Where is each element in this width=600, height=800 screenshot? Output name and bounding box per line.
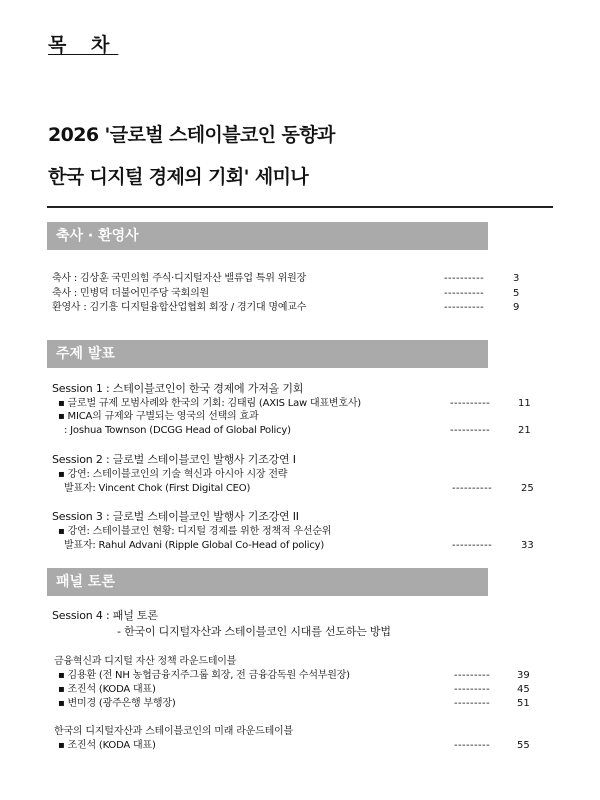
title-line-1: 2026 '글로벌 스테이블코인 동향과 xyxy=(48,124,335,146)
toc-page-number: 11 xyxy=(518,398,531,409)
toc-leader: --------- xyxy=(454,698,491,709)
toc-leader: --------- xyxy=(454,684,491,695)
toc-page-number: 55 xyxy=(517,740,530,751)
toc-page-number: 21 xyxy=(518,425,531,436)
toc-entry-text: ▪ 김용환 (전 NH 농협금융지주그룹 회장, 전 금융감독원 수석부원장) xyxy=(58,670,350,681)
toc-leader: ---------- xyxy=(444,273,485,284)
toc-entry-text: ▪ 조진석 (KODA 대표) xyxy=(58,684,156,695)
section-header-panel: 패널 토론 xyxy=(47,568,488,596)
roundtable-2-title: 한국의 디지털자산과 스테이블코인의 미래 라운드테이블 xyxy=(54,726,293,737)
session-3-lecture: ▪ 강연: 스테이블코인 현황: 디지털 경제를 위한 정책적 우선순위 xyxy=(58,526,332,537)
toc-entry-text: 축사 : 민병덕 더불어민주당 국회의원 xyxy=(52,288,209,299)
toc-page-number: 45 xyxy=(517,684,530,695)
session-4-subtitle: - 한국이 디지털자산과 스테이블코인 시대를 선도하는 방법 xyxy=(117,625,391,638)
title-rule xyxy=(47,206,553,208)
session-1-item-2: ▪ MICA의 규제와 구별되는 영국의 선택의 효과 xyxy=(58,411,259,422)
section-header-presentations: 주제 발표 xyxy=(47,340,488,368)
toc-leader: ---------- xyxy=(444,302,485,313)
toc-leader: ---------- xyxy=(452,483,493,494)
session-1-item-2-speaker: : Joshua Townson (DCGG Head of Global Policy) xyxy=(64,425,291,436)
session-4-title: Session 4 : 패널 토론 xyxy=(52,609,158,622)
session-3-speaker: 발표자: Rahul Advani (Ripple Global Co-Head of policy) xyxy=(64,540,325,551)
toc-page-number: 3 xyxy=(513,273,520,284)
toc-entry-text: ▪ 변미경 (광주은행 부행장) xyxy=(58,698,176,709)
toc-page-number: 39 xyxy=(517,670,530,681)
session-3-title: Session 3 : 글로벌 스테이블코인 발행사 기조강연 II xyxy=(52,510,299,523)
toc-page-number: 5 xyxy=(513,288,520,299)
toc-page-number: 51 xyxy=(517,698,530,709)
title-line-2: 한국 디지털 경제의 기회' 세미나 xyxy=(48,166,309,188)
toc-heading: 목 차 xyxy=(48,34,119,56)
toc-leader: ---------- xyxy=(444,288,485,299)
section-header-greetings: 축사 · 환영사 xyxy=(47,222,488,250)
toc-leader: ---------- xyxy=(450,398,491,409)
toc-leader: ---------- xyxy=(450,425,491,436)
session-2-lecture: ▪ 강연: 스테이블코인의 기술 혁신과 아시아 시장 전략 xyxy=(58,469,288,480)
session-2-title: Session 2 : 글로벌 스테이블코인 발행사 기조강연 I xyxy=(52,453,296,466)
toc-leader: --------- xyxy=(454,740,491,751)
session-1-item-1: ▪ 글로벌 규제 모범사례와 한국의 기회: 김태림 (AXIS Law 대표변호사) xyxy=(58,398,362,409)
toc-page-number: 33 xyxy=(521,540,534,551)
roundtable-1-title: 금융혁신과 디지털 자산 정책 라운드테이블 xyxy=(54,656,237,667)
toc-entry-text: 축사 : 김상훈 국민의힘 주식·디지털자산 밸류업 특위 위원장 xyxy=(52,273,307,284)
toc-leader: ---------- xyxy=(452,540,493,551)
toc-leader: --------- xyxy=(454,670,491,681)
session-1-title: Session 1 : 스테이블코인이 한국 경제에 가져올 기회 xyxy=(52,382,304,395)
toc-entry-text: ▪ 조진석 (KODA 대표) xyxy=(58,740,156,751)
toc-page-number: 9 xyxy=(513,302,520,313)
toc-page-number: 25 xyxy=(521,483,534,494)
session-2-speaker: 발표자: Vincent Chok (First Digital CEO) xyxy=(64,483,251,494)
toc-entry-text: 환영사 : 김기흥 디지털융합산업협회 회장 / 경기대 명예교수 xyxy=(52,302,307,313)
